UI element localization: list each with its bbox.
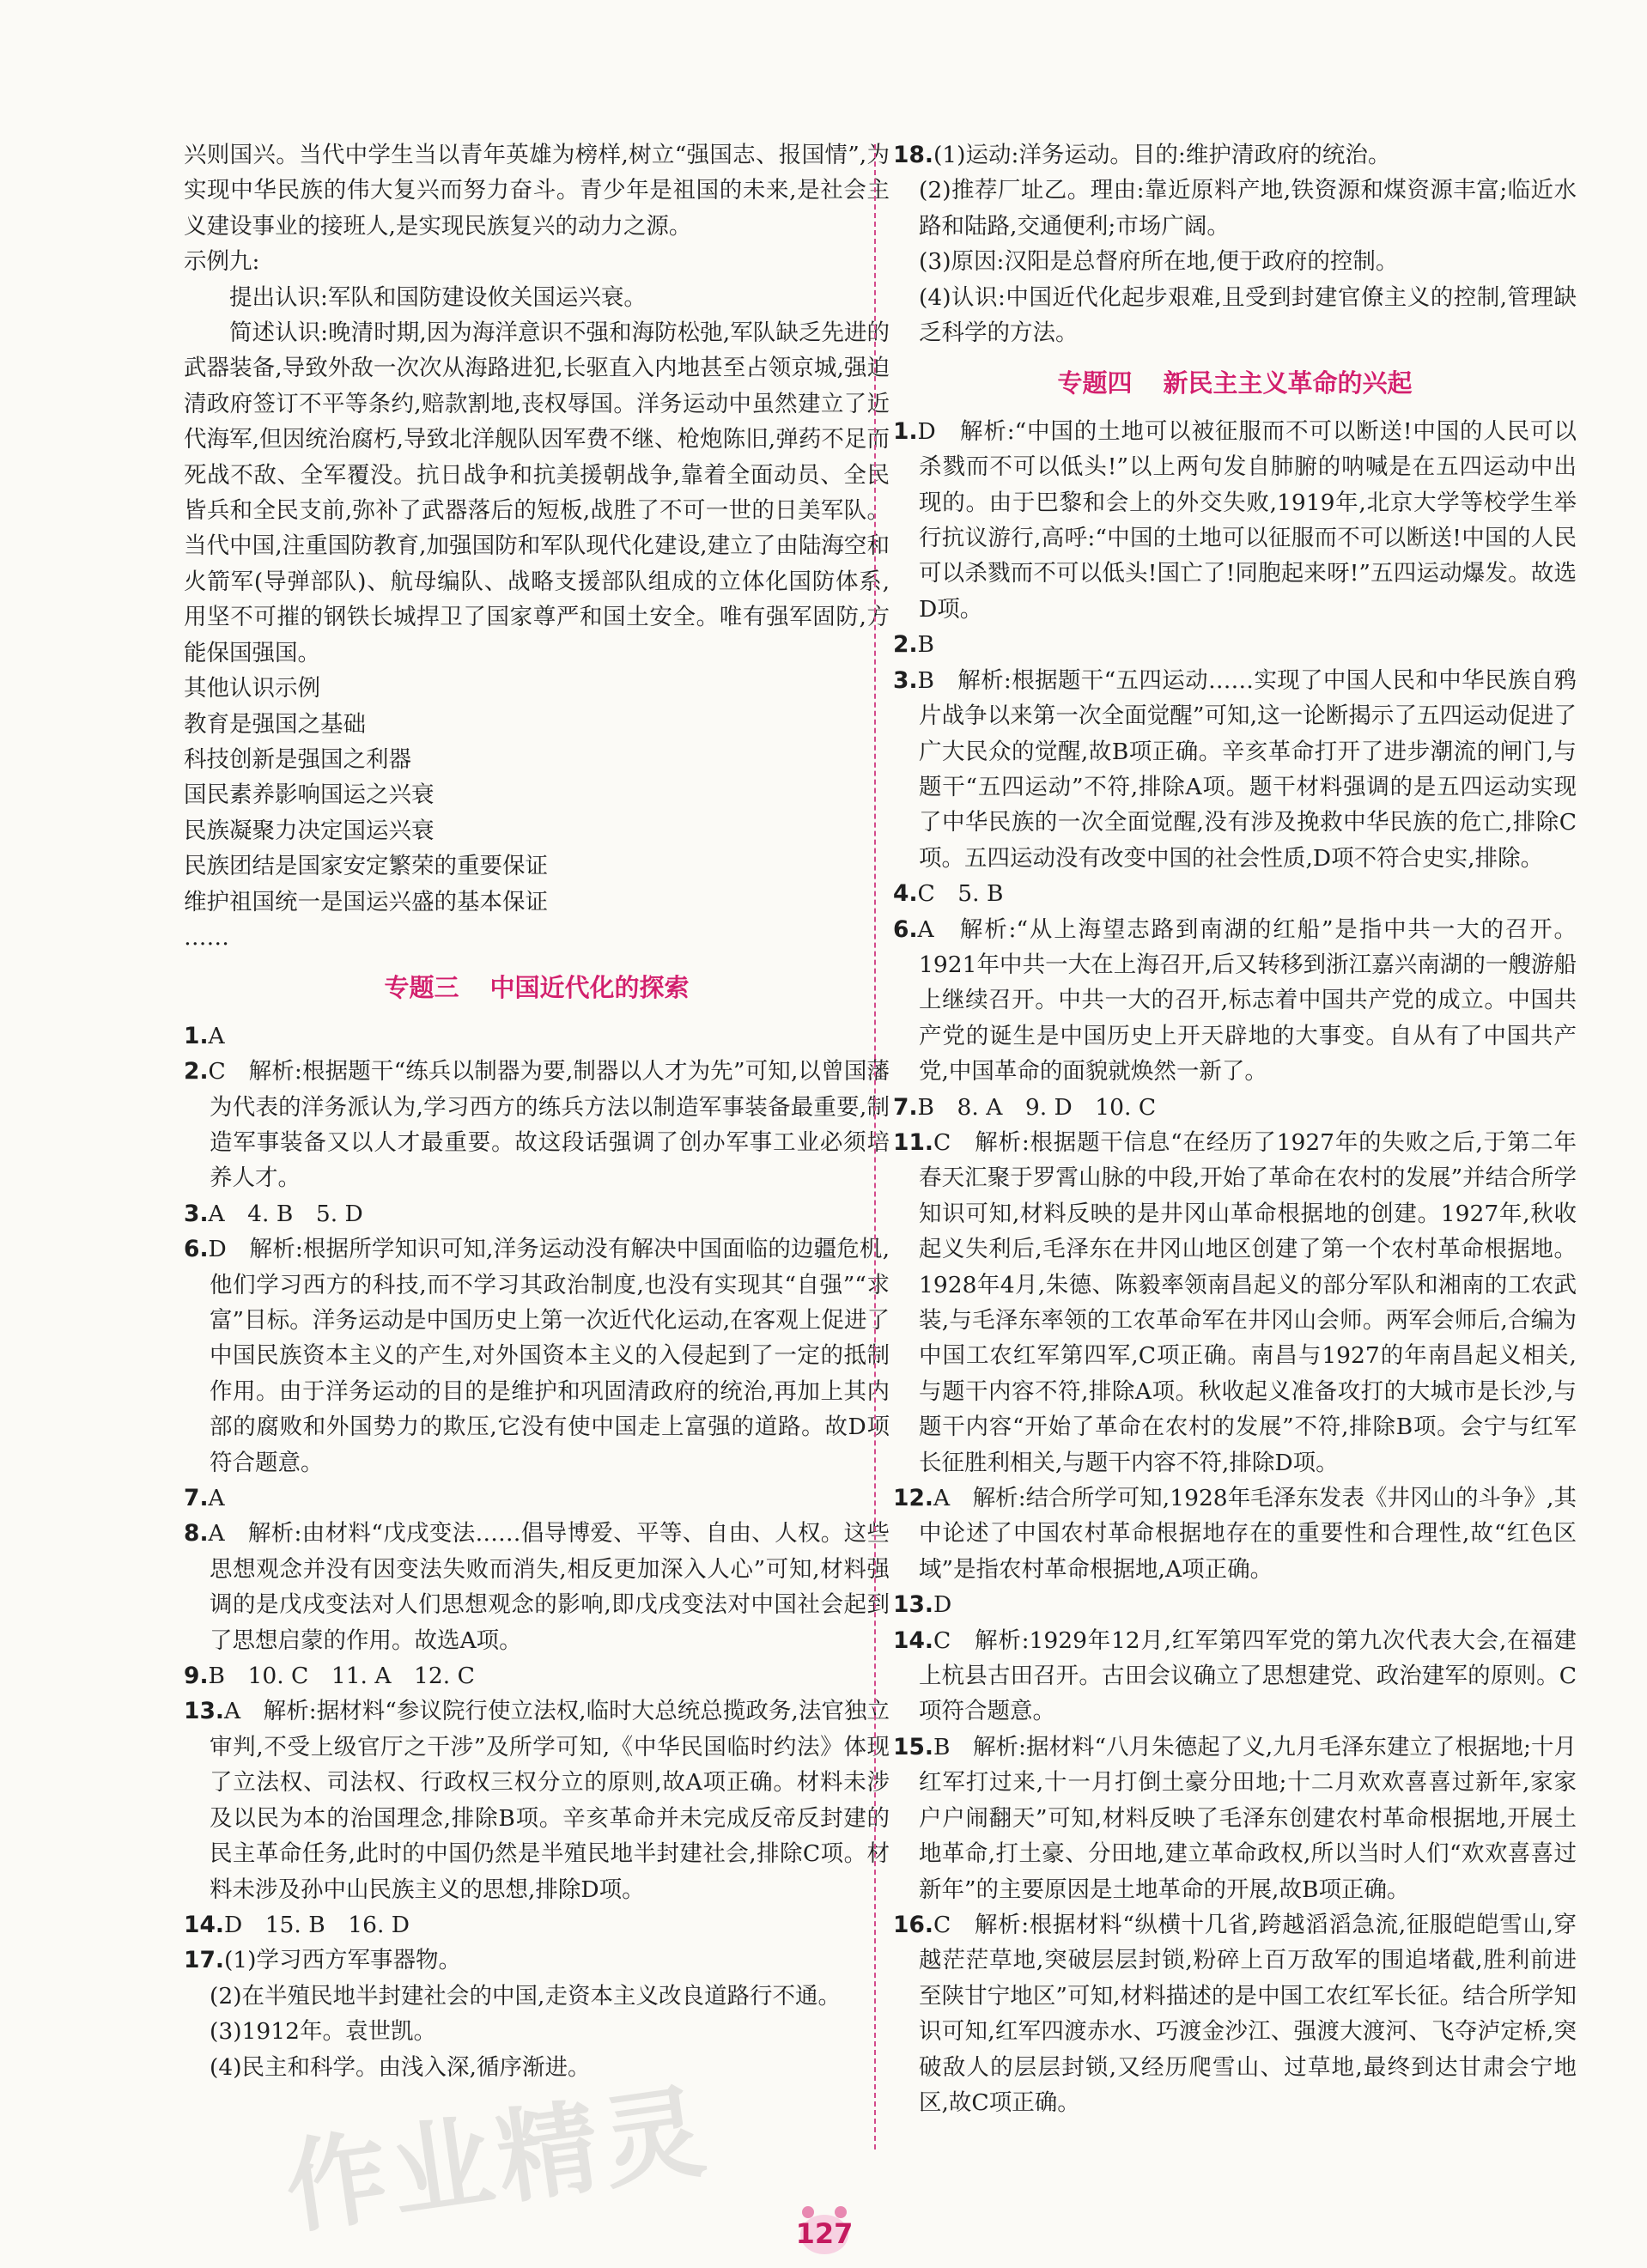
answer-number: 11. xyxy=(893,1128,933,1156)
other-example-item: 民族凝聚力决定国运兴衰 xyxy=(184,817,435,844)
other-example-item: 国民素养影响国运之兴衰 xyxy=(184,781,435,809)
answer-number: 6. xyxy=(893,915,918,943)
answer-number: 15. xyxy=(893,1733,933,1760)
answer-number: 13. xyxy=(184,1698,224,1725)
answer-number: 1. xyxy=(184,1022,209,1049)
answer-item xyxy=(893,627,1577,662)
answer-part: (4)民主和科学。由浅入深,循序渐进。 xyxy=(210,2053,591,2081)
answer-text: D 15. B 16. D xyxy=(223,1911,410,1938)
answer-text: A xyxy=(208,1485,225,1512)
answer-item xyxy=(184,1054,890,1196)
answer-text: A 解析:“从上海望志路到南湖的红船”是指中共一大的召开。1921年中共一大在上海召开,后又转移到浙江嘉兴南湖的一艘游船上继续召开。中共一大的召开,标志着中国共产党的成立。中国共产党的诞生是中国历史上开天辟地的大事变。自从有了中国共产党,中国革命的面貌就焕然一新了。 xyxy=(917,915,1577,1085)
answer-number: 3. xyxy=(184,1200,209,1227)
answer-text: B 解析:据材料“八月朱德起了义,九月毛泽东建立了根据地;十月红军打过来,十一月打倒土豪分田地;十二月欢欢喜喜过新年,家家户户闹翻天”可知,材料反映了毛泽东创建农村革命根据地,开展土地革命,打土豪、分田地,建立革命政权,所以当时人们“欢欢喜喜过新年”的主要原因是土地革命的开展,故B项正确。 xyxy=(919,1733,1577,1903)
answer-item xyxy=(893,1125,1577,1481)
answer-number: 13. xyxy=(893,1591,933,1619)
answer-item xyxy=(893,414,1577,627)
answer-text: A 解析:据材料“参议院行使立法权,临时大总统总揽政务,法官独立审判,不受上级官厅之干涉”及所学可知,《中华民国临时约法》体现了立法权、司法权、行政权三权分立的原则,故A项正确。材料未涉及以民为本的治国理念,排除B项。辛亥革命并未完成反帝反封建的民主革命任务,此时的中国仍然是半殖民地半封建社会,排除C项。材料未涉及孙中山民族主义的思想,排除D项。 xyxy=(210,1698,890,1903)
answer-part: (3)原因:汉阳是总督府所在地,便于政府的控制。 xyxy=(919,248,1399,276)
other-example-item: 教育是强国之基础 xyxy=(184,710,366,738)
answer-item xyxy=(184,1658,890,1693)
answer-item xyxy=(893,1481,1577,1587)
section-heading-3 xyxy=(184,970,890,1006)
answer-text: C 解析:根据题干“练兵以制器为要,制器以人才为先”可知,以曾国藩为代表的洋务派认为,学习西方的练兵方法以制造军事装备最重要,制造军事装备又以人才最重要。故这段话强调了创办军事工业必须培养人才。 xyxy=(208,1058,890,1192)
badge-ear-icon xyxy=(835,2206,847,2218)
answer-item xyxy=(184,1018,890,1054)
answer-item xyxy=(184,1196,890,1231)
example-label: 示例九: xyxy=(184,248,260,276)
other-example-item: …… xyxy=(184,923,229,951)
answer-part: (3)1912年。袁世凯。 xyxy=(210,2018,436,2046)
answer-text: B 8. A 9. D 10. C xyxy=(917,1093,1157,1121)
answer-item xyxy=(184,1907,890,1943)
answer-part: (1)运动:洋务运动。目的:维护清政府的统治。 xyxy=(933,142,1391,168)
answer-number: 16. xyxy=(893,1911,933,1938)
watermark: 作业精灵 xyxy=(278,2071,717,2248)
other-example-item: 民族团结是国家安定繁荣的重要保证 xyxy=(184,853,548,880)
answer-number: 12. xyxy=(893,1485,933,1512)
answer-part: (4)认识:中国近代化起步艰难,且受到封建官僚主义的控制,管理缺乏科学的方法。 xyxy=(919,283,1577,347)
answer-text: C 解析:根据题干信息“在经历了1927年的失败之后,于第二年春天汇聚于罗霄山脉的中段,开始了革命在农村的发展”并结合所学知识可知,材料反映的是井冈山革命根据地的创建。1927年,秋收起义失利后,毛泽东在井冈山地区创建了第一个农村革命根据地。1928年4月,朱德、陈毅率领南昌起义的部分军队和湘南的工农武装,与毛泽东率领的工农革命军在井冈山会师。两军会师后,合编为中国工农红军第四军,C项正确。南昌与1927的年南昌起义相关,与题干内容不符,排除A项。秋收起义准备攻打的大城市是长沙,与题干内容“开始了革命在农村的发展”不符,排除B项。会宁与红军长征胜利相关,与题干内容不符,排除D项。 xyxy=(919,1128,1577,1476)
answer-part: (1)学习西方军事器物。 xyxy=(223,1947,461,1974)
answer-item xyxy=(184,1231,890,1481)
answer-item xyxy=(893,663,1577,876)
column-divider xyxy=(874,144,876,2149)
other-example-item: 科技创新是强国之利器 xyxy=(184,745,411,773)
answer-text: C 解析:根据材料“纵横十几省,跨越滔滔急流,征服皑皑雪山,穿越茫茫草地,突破层层封锁,粉碎上百万敌军的围追堵截,胜利前进至陕甘宁地区”可知,材料描述的是中国工农红军长征。结合所学知识可知,红军四渡赤水、巧渡金沙江、强渡大渡河、飞夺泸定桥,突破敌人的层层封锁,又经历爬雪山、过草地,最终到达甘肃会宁地区,故C项正确。 xyxy=(919,1911,1577,2116)
example-explanation: 简述认识:晚清时期,因为海洋意识不强和海防松弛,军队缺乏先进的武器装备,导致外敌一次次从海路进犯,长驱直入内地甚至占领京城,强迫清政府签订不平等条约,赔款割地,丧权辱国。洋务运动中虽然建立了近代海军,但因统治腐朽,导致北洋舰队因军费不继、枪炮陈旧,弹药不足而死战不敌、全军覆没。抗日战争和抗美援朝战争,靠着全面动员、全民皆兵和全民支前,弥补了武器落后的短板,战胜了不可一世的日美军队。当代中国,注重国防教育,加强国防和军队现代化建设,建立了由陆海空和火箭军(导弹部队)、航母编队、战略支援部队组成的立体化国防体系,用坚不可摧的钢铁长城捍卫了国家尊严和国土安全。唯有强军固防,方能保国强国。 xyxy=(184,319,890,666)
answer-text: A 解析:由材料“戊戌变法……倡导博爱、平等、自由、人权。这些思想观念并没有因变法失败而消失,相反更加深入人心”可知,材料强调的是戊戌变法对人们思想观念的影响,即戊戌变法对中国社会起到了思想启蒙的作用。故选A项。 xyxy=(208,1520,890,1654)
answer-text: A xyxy=(208,1022,225,1049)
answer-number: 7. xyxy=(184,1485,209,1512)
answer-text: D 解析:“中国的土地可以被征服而不可以断送!中国的人民可以杀戮而不可以低头!”以上两句发自肺腑的呐喊是在五四运动中出现的。由于巴黎和会上的外交失败,1919年,北京大学等校学生举行抗议游行,高呼:“中国的土地可以征服而不可以断送!中国的人民可以杀戮而不可以低头!国亡了!同胞起来呀!”五四运动爆发。故选D项。 xyxy=(917,417,1577,623)
answer-item xyxy=(184,1516,890,1658)
section-part: 专题四 xyxy=(1057,368,1133,398)
answer-item xyxy=(893,912,1577,1090)
answer-number: 4. xyxy=(893,880,918,908)
answer-text: B 解析:根据题干“五四运动……实现了中国人民和中华民族自鸦片战争以来第一次全面觉醒”可知,这一论断揭示了五四运动促进了广大民众的觉醒,故B项正确。辛亥革命打开了进步潮流的闸门,与题干“五四运动”不符,排除A项。题干材料强调的是五四运动实现了中华民族的一次全面觉醒,没有涉及挽救中华民族的危亡,排除C项。五四运动没有改变中国的社会性质,D项不符合史实,排除。 xyxy=(917,666,1577,872)
answer-part: (2)在半殖民地半封建社会的中国,走资本主义改良道路行不通。 xyxy=(210,1982,841,2010)
answer-number: 1. xyxy=(893,417,918,445)
answer-number: 14. xyxy=(893,1627,933,1654)
example-claim: 提出认识:军队和国防建设攸关国运兴衰。 xyxy=(229,283,647,311)
section-heading-4 xyxy=(893,366,1577,401)
section-part: 专题三 xyxy=(384,973,459,1003)
other-examples-title: 其他认识示例 xyxy=(184,675,320,702)
answer-text: C 解析:1929年12月,红军第四军党的第九次代表大会,在福建上杭县古田召开。古田会议确立了思想建党、政治建军的原则。C项符合题意。 xyxy=(919,1627,1577,1725)
answer-item xyxy=(893,1587,1577,1622)
answer-item xyxy=(893,1907,1577,2120)
answer-number: 7. xyxy=(893,1093,918,1121)
badge-ear-icon xyxy=(802,2206,814,2218)
answer-text: A 解析:结合所学可知,1928年毛泽东发表《井冈山的斗争》,其中论述了中国农村革命根据地存在的重要性和合理性,故“红色区域”是指农村革命根据地,A项正确。 xyxy=(919,1485,1577,1583)
answer-item xyxy=(893,1730,1577,1907)
page-number xyxy=(783,2211,866,2256)
answer-text: C 5. B xyxy=(917,880,1004,908)
other-example-item: 维护祖国统一是国运兴盛的基本保证 xyxy=(184,888,548,915)
answer-item xyxy=(893,876,1577,911)
answer-number: 3. xyxy=(893,666,918,694)
answer-item xyxy=(184,1693,890,1906)
answer-part: (2)推荐厂址乙。理由:靠近原料产地,铁资源和煤资源丰富;临近水路和陆路,交通便利;市场广阔。 xyxy=(919,177,1577,240)
answer-number: 8. xyxy=(184,1520,209,1547)
answer-item-17 xyxy=(184,1943,890,1978)
answer-text: B 10. C 11. A 12. C xyxy=(208,1663,475,1690)
answer-item-18 xyxy=(893,137,1577,173)
answer-number: 6. xyxy=(184,1236,209,1263)
left-column xyxy=(184,137,890,2085)
answer-item xyxy=(893,1623,1577,1730)
section-title: 新民主主义革命的兴起 xyxy=(1163,368,1413,398)
answer-text: D xyxy=(933,1591,952,1619)
answer-item xyxy=(893,1090,1577,1125)
answer-number: 14. xyxy=(184,1911,224,1938)
answer-text: A 4. B 5. D xyxy=(208,1200,363,1227)
answer-text: D 解析:根据所学知识可知,洋务运动没有解决中国面临的边疆危机,他们学习西方的科技,而不学习其政治制度,也没有实现其“自强”“求富”目标。洋务运动是中国历史上第一次近代化运动,在客观上促进了中国民族资本主义的产生,对外国资本主义的入侵起到了一定的抵制作用。由于洋务运动的目的是维护和巩固清政府的统治,再加上其内部的腐败和外国势力的欺压,它没有使中国走上富强的道路。故D项符合题意。 xyxy=(208,1236,890,1476)
answer-number: 17. xyxy=(184,1947,224,1974)
page-number-text: 127 xyxy=(795,2217,854,2250)
section-title: 中国近代化的探索 xyxy=(489,973,690,1003)
answer-number: 18. xyxy=(893,142,933,168)
answer-number: 9. xyxy=(184,1663,209,1690)
right-column xyxy=(893,137,1577,2120)
answer-number: 2. xyxy=(893,631,918,659)
answer-item xyxy=(184,1481,890,1516)
answer-number: 2. xyxy=(184,1058,209,1085)
continued-paragraph: 兴则国兴。当代中学生当以青年英雄为榜样,树立“强国志、报国情”,为实现中华民族的伟大复兴而努力奋斗。青少年是祖国的未来,是社会主义建设事业的接班人,是实现民族复兴的动力之源。 xyxy=(184,142,890,240)
answer-text: B xyxy=(917,631,934,659)
